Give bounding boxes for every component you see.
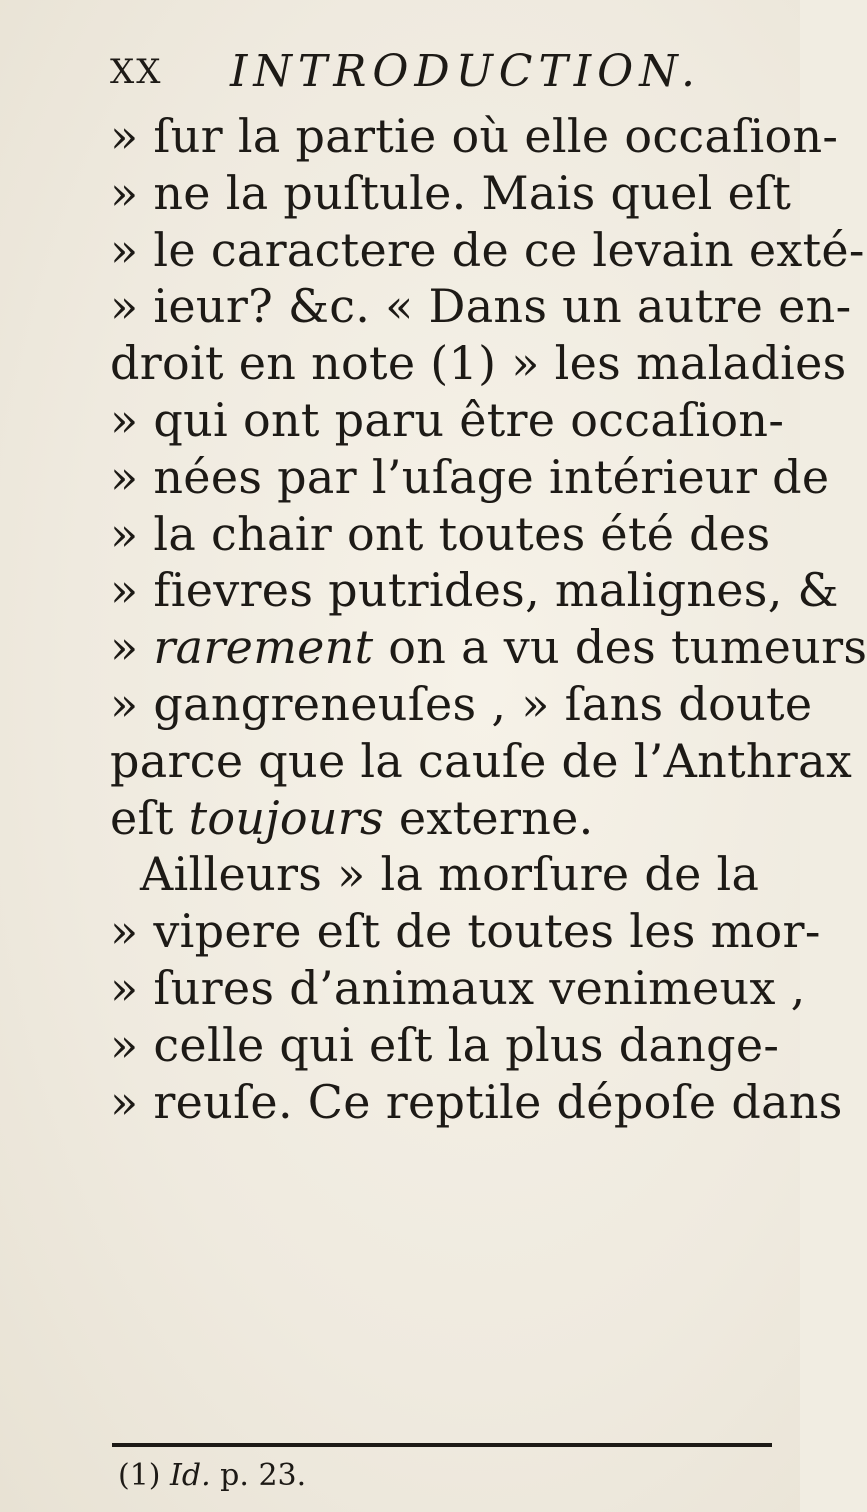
- text-line: » ſures d’animaux venimeux ,: [110, 960, 806, 1015]
- text-line: » ſur la partie où elle occaſion-: [110, 109, 839, 163]
- body-text: [110, 108, 867, 1130]
- text-line: parce que la cauſe de l’Anthrax: [110, 733, 853, 788]
- text-line: » rarement on a vu des tumeurs: [110, 620, 867, 675]
- page-number: XX: [110, 52, 163, 92]
- text-line: » la chair ont toutes été des: [110, 506, 771, 561]
- text-line: » fievres putrides, malignes, &: [110, 563, 839, 618]
- text-line: » ieur? &c. « Dans un autre en-: [110, 279, 852, 334]
- text-line: droit en note (1) » les maladies: [110, 336, 847, 391]
- footnote: (1) Id. p. 23.: [118, 1458, 307, 1493]
- text-line: eſt toujours externe.: [110, 790, 594, 845]
- text-line: » nées par l’uſage intérieur de: [110, 449, 830, 504]
- text-line: » reuſe. Ce reptile dépoſe dans: [110, 1074, 843, 1129]
- text-line: » vipere eſt de toutes les mor-: [110, 904, 821, 959]
- footnote-rule: [112, 1443, 772, 1447]
- text-line: » ne la puſtule. Mais quel eſt: [110, 165, 792, 220]
- text-line: » celle qui eſt la plus dange-: [110, 1017, 780, 1072]
- text-line: » gangreneuſes , » ſans doute: [110, 676, 813, 731]
- text-line: » qui ont paru être occaſion-: [110, 392, 785, 447]
- running-title: INTRODUCTION.: [230, 46, 701, 97]
- text-line: » le caractere de ce levain exté-: [110, 222, 865, 277]
- text-line: Ailleurs » la morſure de la: [140, 847, 760, 902]
- page-header: [110, 46, 770, 112]
